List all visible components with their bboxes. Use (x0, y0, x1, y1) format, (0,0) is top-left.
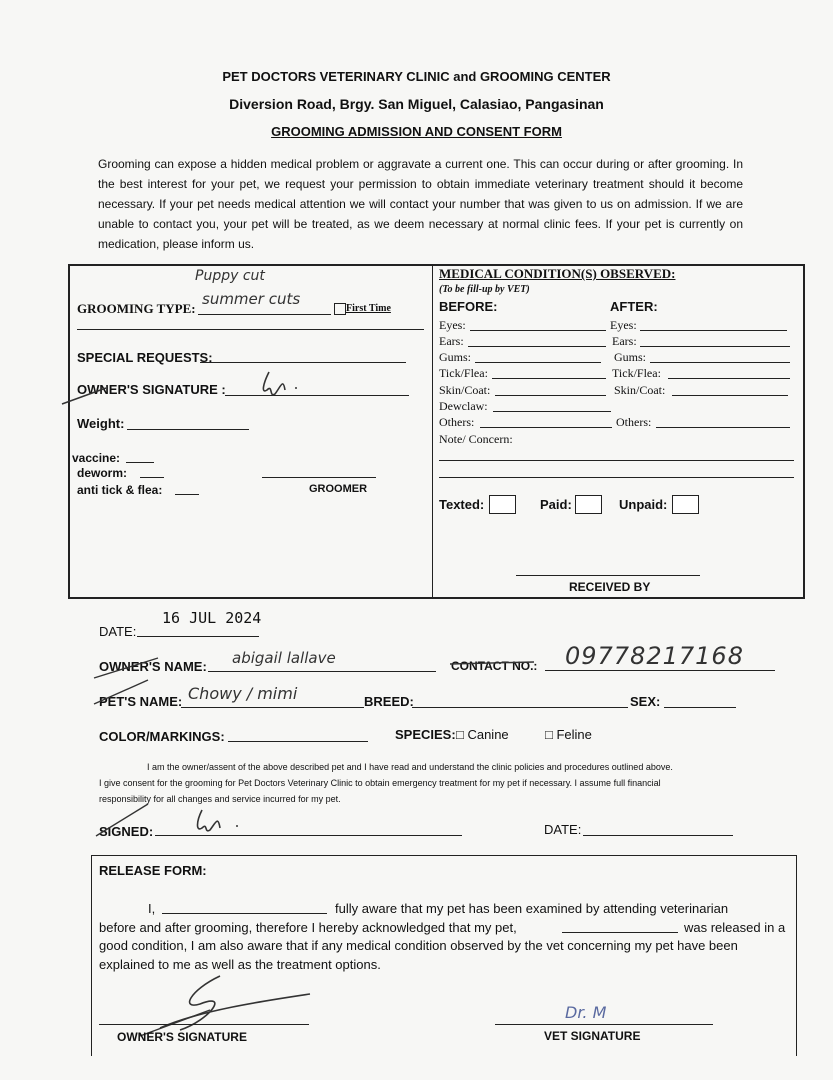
note-concern-label: Note/ Concern: (439, 432, 513, 446)
owner-name-label: OWNER'S NAME: (99, 659, 207, 674)
after-tickflea: Tick/Flea: (612, 366, 661, 380)
before-dewclaw-line (493, 411, 611, 412)
after-tickflea-line (668, 378, 790, 379)
signed-strike (92, 800, 152, 840)
after-skincoat-line (672, 395, 788, 396)
vet-signature-line (495, 1024, 713, 1025)
after-eyes: Eyes: (610, 318, 637, 332)
after-gums: Gums: (614, 350, 647, 364)
after-eyes-line (640, 330, 787, 331)
before-tickflea: Tick/Flea: (439, 366, 488, 380)
date-line (137, 636, 259, 637)
clinic-address: Diversion Road, Brgy. San Miguel, Calasiao, Pangasinan (229, 96, 604, 112)
unpaid-label: Unpaid: (619, 497, 668, 512)
grooming-type-line (198, 314, 331, 315)
before-dewclaw: Dewclaw: (439, 399, 488, 413)
date-label: DATE: (99, 624, 137, 639)
grooming-type-label: GROOMING TYPE: (77, 301, 196, 316)
special-requests-line (200, 362, 406, 363)
before-eyes: Eyes: (439, 318, 466, 332)
after-gums-line (650, 362, 790, 363)
release-text-c: before and after grooming, therefore I hereby acknowledged that my pet, (99, 920, 517, 935)
weight-line (127, 429, 249, 430)
before-gums: Gums: (439, 350, 472, 364)
after-others-line (656, 427, 790, 428)
before-skincoat: Skin/Coat: (439, 383, 491, 397)
unpaid-checkbox[interactable] (672, 495, 699, 514)
before-eyes-line (470, 330, 606, 331)
received-by-line (516, 575, 700, 576)
grooming-extra-line (77, 329, 424, 330)
owner-name-line (208, 671, 436, 672)
release-text-b: fully aware that my pet has been examined by attending veterinarian (335, 901, 729, 916)
after-others: Others: (616, 415, 652, 429)
grooming-type-value-2: summer cuts (202, 290, 301, 308)
sex-label: SEX: (630, 694, 661, 709)
owner-name-value: abigail lallave (232, 649, 336, 667)
owner-strike (60, 384, 110, 408)
clinic-name: PET DOCTORS VETERINARY CLINIC and GROOMING CENTER (222, 69, 611, 84)
before-skincoat-line (495, 395, 606, 396)
signed-signature-scribble (192, 808, 247, 838)
after-skincoat: Skin/Coat: (614, 383, 666, 397)
deworm-line (140, 477, 164, 478)
medical-subtitle: (To be fill-up by VET) (439, 284, 530, 295)
before-ears: Ears: (439, 334, 464, 348)
form-title: GROOMING ADMISSION AND CONSENT FORM (271, 124, 562, 139)
release-text-e: good condition, I am also aware that if any medical condition observed by the vet concerning my pet have been (99, 938, 738, 953)
species-feline[interactable]: □ Feline (545, 727, 592, 742)
paid-label: Paid: (540, 497, 572, 512)
before-gums-line (475, 362, 601, 363)
deworm-label: deworm: (77, 466, 128, 480)
owner-release-signature-label: OWNER'S SIGNATURE (117, 1030, 247, 1044)
after-ears-line (640, 346, 790, 347)
vaccine-label: vaccine: (72, 451, 121, 465)
owner-signature-label: OWNER'S SIGNATURE : (77, 382, 226, 397)
intro-paragraph: Grooming can expose a hidden medical problem or aggravate a current one. This can occur during or after grooming. In the best interest for your pet, we request your permission to obtain immediate veterinary treatment should it become necessary. If your pet needs medical attention we will contact your number that was given to us on admission. If we are unable to contact you, your pet will be treated, as we deem necessary at normal clinic fees. If your pet is currently on medication, please inform us. (98, 157, 743, 251)
vet-signature-label: VET SIGNATURE (544, 1029, 641, 1043)
paid-checkbox[interactable] (575, 495, 602, 514)
before-tickflea-line (492, 378, 606, 379)
before-others-line (480, 427, 612, 428)
owner-signature-scribble (255, 368, 305, 404)
before-others: Others: (439, 415, 475, 429)
note-line-2 (439, 477, 794, 478)
first-time-label: First Time (346, 303, 391, 314)
color-markings-line (228, 741, 368, 742)
consent-line-3: responsibility for all changes and service incurred for my pet. (99, 794, 341, 804)
contact-line (545, 670, 775, 671)
medical-title: MEDICAL CONDITION(S) OBSERVED: (439, 266, 676, 281)
vaccine-line (126, 462, 154, 463)
date-stamp: 16 JUL 2024 (162, 609, 262, 627)
before-label: BEFORE: (439, 299, 498, 314)
release-text-f: explained to me as well as the treatment options. (99, 957, 381, 972)
texted-checkbox[interactable] (489, 495, 516, 514)
after-ears: Ears: (612, 334, 637, 348)
antitick-line (175, 494, 199, 495)
grooming-type-value-1: Puppy cut (195, 268, 265, 284)
texted-label: Texted: (439, 497, 485, 512)
pet-name-line (181, 707, 364, 708)
pet-name-label: PET'S NAME: (99, 694, 183, 709)
note-line-1 (439, 460, 794, 461)
vet-signature-initials: Dr. M (565, 1003, 607, 1022)
species-label: SPECIES: (395, 727, 456, 742)
signed-label: SIGNED: (99, 824, 154, 839)
breed-line (412, 707, 628, 708)
after-label: AFTER: (610, 299, 658, 314)
contact-strike (448, 652, 538, 672)
release-pet-line (562, 932, 678, 933)
consent-date-label: DATE: (544, 822, 582, 837)
groomer-label: GROOMER (309, 483, 368, 495)
consent-line-1: I am the owner/assent of the above described pet and I have read and understand the clinic policies and procedures outlined above. (147, 762, 673, 772)
release-title: RELEASE FORM: (99, 863, 207, 878)
groomer-line (262, 477, 376, 478)
color-markings-label: COLOR/MARKINGS: (99, 729, 225, 744)
antitick-label: anti tick & flea: (77, 483, 163, 497)
consent-line-2: I give consent for the grooming for Pet Doctors Veterinary Clinic to obtain emergency treatment for my pet if necessary. I assume full financial (99, 778, 661, 788)
sex-line (664, 707, 736, 708)
contact-label: CONTACT NO.: (451, 659, 538, 673)
pet-name-value: Chowy / mimi (188, 684, 298, 703)
received-by-label: RECEIVED BY (569, 580, 651, 594)
weight-label: Weight: (77, 416, 125, 431)
owner-signature-line (225, 395, 409, 396)
special-requests-label: SPECIAL REQUESTS: (77, 350, 213, 365)
before-ears-line (468, 346, 606, 347)
release-text-a: I, (148, 901, 156, 916)
release-text-d: was released in a (684, 920, 786, 935)
species-canine[interactable]: □ Canine (456, 727, 509, 742)
panel-divider (432, 264, 433, 597)
owner-release-signature-line (99, 1024, 309, 1025)
release-name-line (162, 913, 327, 914)
contact-value: 09778217168 (565, 642, 744, 670)
pet-name-strike (92, 676, 152, 706)
first-time-checkbox[interactable] (334, 303, 346, 315)
breed-label: BREED: (364, 694, 414, 709)
consent-date-line (583, 835, 733, 836)
